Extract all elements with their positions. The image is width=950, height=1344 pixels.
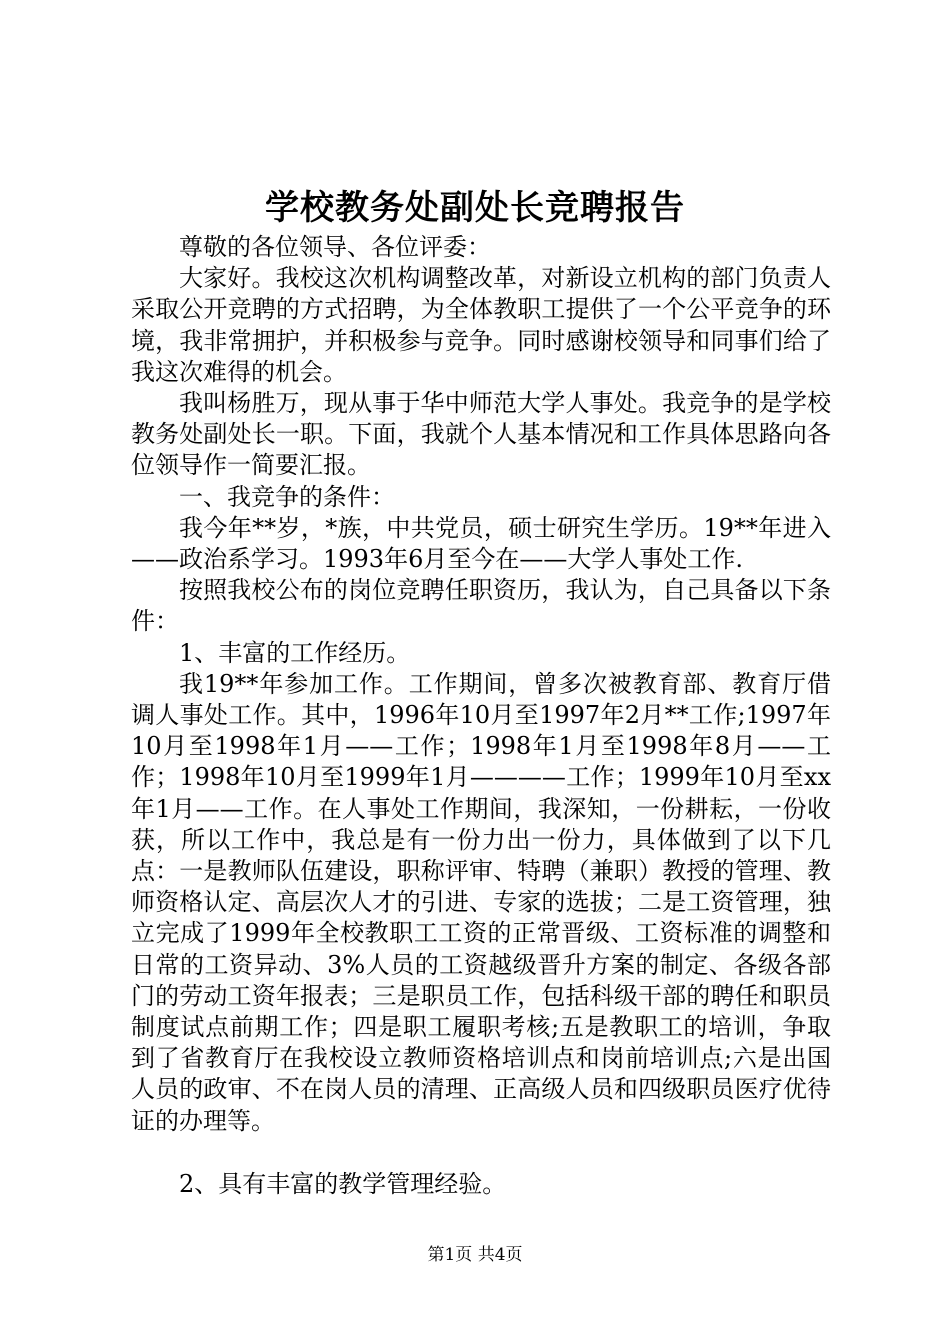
page-number-footer: 第1页 共4页 <box>427 1245 523 1265</box>
subheading-work-experience: 1、丰富的工作经历。 <box>179 638 411 667</box>
paragraph-qualifications: 按照我校公布的岗位竞聘任职资历，我认为，自己具备以下条件： <box>131 576 831 636</box>
paragraph-work-experience: 我19**年参加工作。工作期间，曾多次被教育部、教育厅借调人事处工作。其中，1996年10月至1997年2月**工作;1997年10月至1998年1月——工作；1998年1月至1998年8月——工作；1998年10月至1999年1月————工作；1999年10月至xx年1月——工作。在人事处工作期间，我深知，一份耕耘，一份收获，所以工作中，我总是有一份力出一份力，具体做到了以下几点：一是教师队伍建设，职称评审、特聘（兼职）教授的管理、教师资格认定、高层次人才的引进、专家的选拔；二是工资管理，独立完成了1999年全校教职工工资的正常晋级、工资标准的调整和日常的工资异动、3%人员的工资越级晋升方案的制定、各级各部门的劳动工资年报表；三是职员工作，包括科级干部的聘任和职员制度试点前期工作；四是职工履职考核;五是教职工的培训，争取到了省教育厅在我校设立教师资格培训点和岗前培训点;六是出国人员的政审、不在岗人员的清理、正高级人员和四级职员医疗优待证的办理等。 <box>131 669 831 1135</box>
paragraph-personal-info: 我今年**岁，*族，中共党员，硕士研究生学历。19**年进入——政治系学习。1993年6月至今在——大学人事处工作. <box>131 513 831 574</box>
subheading-teaching-management: 2、具有丰富的教学管理经验。 <box>179 1169 507 1198</box>
document-body <box>131 232 831 1200</box>
paragraph-spacer <box>131 1137 831 1169</box>
salutation: 尊敬的各位领导、各位评委： <box>179 233 491 261</box>
section-heading-conditions: 一、我竞争的条件： <box>179 482 395 511</box>
paragraph-greeting: 大家好。我校这次机构调整改革，对新设立机构的部门负责人采取公开竞聘的方式招聘，为全体教职工提供了一个公平竞争的环境，我非常拥护，并积极参与竞争。同时感谢校领导和同事们给了我这次难得的机会。 <box>131 264 831 386</box>
document-title: 学校教务处副处长竞聘报告 <box>265 188 685 228</box>
paragraph-introduction: 我叫杨胜万，现从事于华中师范大学人事处。我竞争的是学校教务处副处长一职。下面，我就个人基本情况和工作具体思路向各位领导作一简要汇报。 <box>131 389 831 480</box>
